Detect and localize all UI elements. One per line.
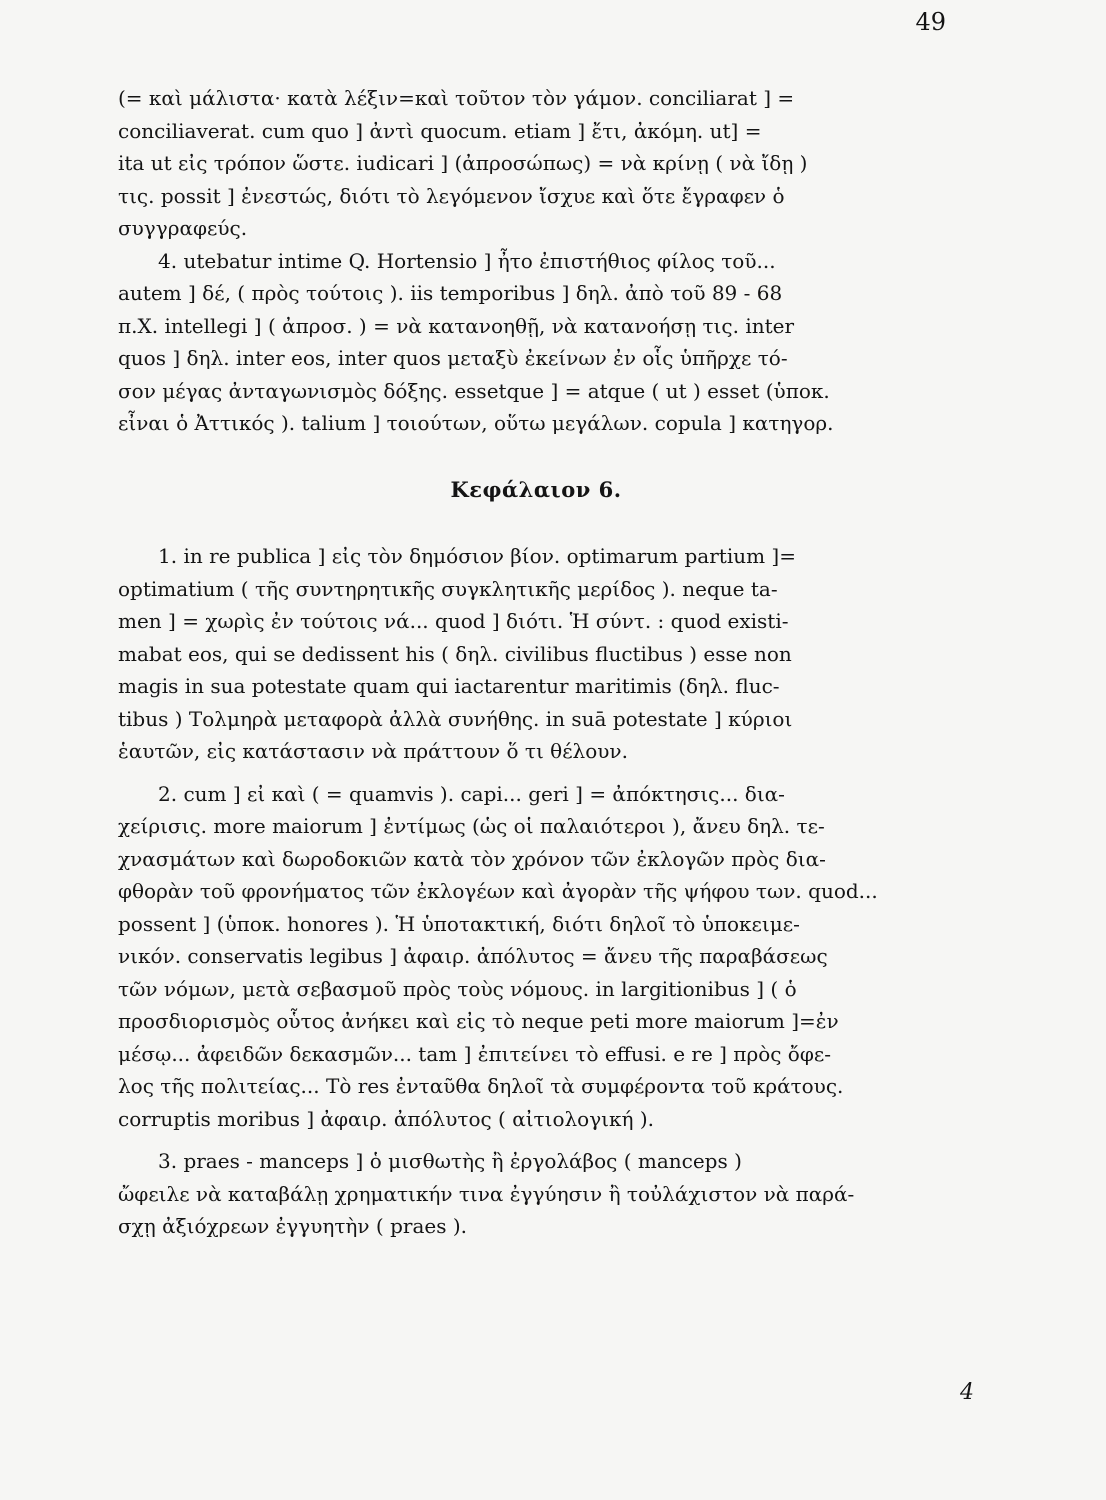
signature-mark: 4 xyxy=(960,1380,974,1405)
text-line: men ] = χωρὶς ἐν τούτοις νά... quod ] διότι. Ἡ σύντ. : quod existi- xyxy=(118,609,789,633)
text-line: 2. cum ] εἰ καὶ ( = quamvis ). capi... geri ] = ἀπόκτησις... δια- xyxy=(158,781,785,806)
text-line: (= καὶ μάλιστα· κατὰ λέξιν=καὶ τοῦτον τὸν γάμον. conciliarat ] = xyxy=(118,86,795,110)
text-line: ἑαυτῶν, εἰς κατάστασιν νὰ πράττουν ὅ τι θέλουν. xyxy=(118,739,628,763)
text-line: εἶναι ὁ Ἀττικός ). talium ] τοιούτων, οὕτω μεγάλων. copula ] κατηγορ. xyxy=(118,411,834,435)
text-line: νικόν. conservatis legibus ] ἀφαιρ. ἀπόλυτος = ἄνευ τῆς παραβάσεως xyxy=(118,944,828,968)
text-line: σχῃ ἀξιόχρεων ἐγγυητὴν ( praes ). xyxy=(118,1214,467,1238)
section-2 xyxy=(118,778,954,1136)
text-line: χνασμάτων καὶ δωροδοκιῶν κατὰ τὸν χρόνον τῶν ἐκλογῶν πρὸς δια- xyxy=(118,846,826,871)
chapter-heading: Κεφάλαιον 6. xyxy=(450,476,622,502)
text-line: σον μέγας ἀνταγωνισμὸς δόξης. essetque ] = atque ( ut ) esset (ὑποκ. xyxy=(118,378,830,403)
page-number: 49 xyxy=(915,8,946,36)
text-line: π.Χ. intellegi ] ( ἀπροσ. ) = νὰ κατανοηθῇ, νὰ κατανοήσῃ τις. inter xyxy=(118,313,795,338)
page-body xyxy=(118,82,954,1243)
text-line: possent ] (ὑποκ. honores ). Ἡ ὑποτακτική, διότι δηλοῖ τὸ ὑποκειμε- xyxy=(118,911,800,936)
text-line: optimatium ( τῆς συντηρητικῆς συγκλητικῆς μερίδος ). neque ta- xyxy=(118,576,778,601)
text-line: quos ] δηλ. inter eos, inter quos μεταξὺ ἐκείνων ἐν οἷς ὑπῆρχε τό- xyxy=(118,346,788,370)
text-line: φθορὰν τοῦ φρονήματος τῶν ἐκλογέων καὶ ἀγορὰν τῆς ψήφου των. quod... xyxy=(118,879,878,903)
text-line: 3. praes - manceps ] ὁ μισθωτὴς ἢ ἐργολάβος ( manceps ) xyxy=(158,1149,742,1173)
text-line: ita ut εἰς τρόπον ὥστε. iudicari ] (ἀπροσώπως) = νὰ κρίνῃ ( νὰ ἴδῃ ) xyxy=(118,151,808,175)
text-line: mabat eos, qui se dedissent his ( δηλ. civilibus fluctibus ) esse non xyxy=(118,641,792,666)
text-line: conciliaverat. cum quo ] ἀντὶ quocum. etiam ] ἔτι, ἀκόμη. ut] = xyxy=(118,118,762,143)
section-3 xyxy=(118,1145,954,1243)
text-line: μέσῳ... ἀφειδῶν δεκασμῶν... tam ] ἐπιτείνει τὸ effusi. e re ] πρὸς ὄφε- xyxy=(118,1041,831,1066)
section-1 xyxy=(118,540,954,768)
text-line: tibus ) Τολμηρὰ μεταφορὰ ἀλλὰ συνήθης. in suā potestate ] κύριοι xyxy=(118,706,793,731)
text-line: τῶν νόμων, μετὰ σεβασμοῦ πρὸς τοὺς νόμους. in largitionibus ] ( ὁ xyxy=(118,976,797,1001)
text-line: ὤφειλε νὰ καταβάλῃ χρηματικήν τινα ἐγγύησιν ἢ τοὐλάχιστον νὰ παρά- xyxy=(118,1181,855,1206)
text-line: προσδιορισμὸς οὗτος ἀνήκει καὶ εἰς τὸ neque peti more maiorum ]=ἐν xyxy=(118,1009,839,1033)
text-line: χείρισις. more maiorum ] ἐντίμως (ὡς οἱ παλαιότεροι ), ἄνευ δηλ. τε- xyxy=(118,814,825,838)
text-line: corruptis moribus ] ἀφαιρ. ἀπόλυτος ( αἰτιολογική ). xyxy=(118,1106,655,1131)
text-line: τις. possit ] ἐνεστώς, διότι τὸ λεγόμενον ἴσχυε καὶ ὅτε ἔγραφεν ὁ xyxy=(118,183,785,208)
text-line: 1. in re publica ] εἰς τὸν δημόσιον βίον. optimarum partium ]= xyxy=(158,544,796,568)
text-line: συγγραφεύς. xyxy=(118,216,248,240)
text-line: magis in sua potestate quam qui iactarentur maritimis (δηλ. fluc- xyxy=(118,674,780,698)
intro-paragraph xyxy=(118,82,954,245)
text-line: 4. utebatur intime Q. Hortensio ] ἦτο ἐπιστήθιος φίλος τοῦ... xyxy=(158,248,776,273)
text-line: λος τῆς πολιτείας... Τὸ res ἐνταῦθα δηλοῖ τὰ συμφέροντα τοῦ κράτους. xyxy=(118,1074,844,1098)
paragraph-4 xyxy=(118,245,954,440)
text-line: autem ] δέ, ( πρὸς τούτοις ). iis temporibus ] δηλ. ἀπὸ τοῦ 89 - 68 xyxy=(118,281,783,305)
